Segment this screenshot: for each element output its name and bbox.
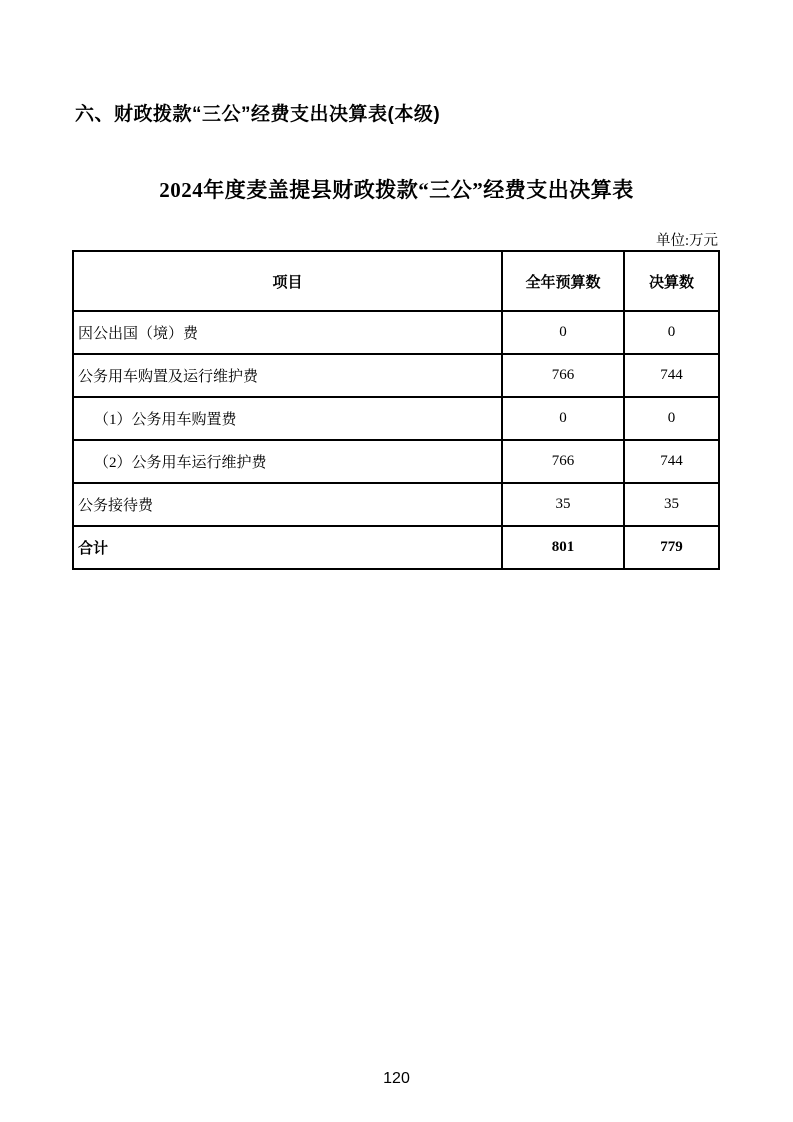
final-value: 35 — [624, 483, 719, 526]
row-label: 合计 — [73, 526, 502, 569]
budget-value: 0 — [502, 311, 624, 354]
table-row — [73, 440, 719, 483]
row-label: 公务接待费 — [73, 483, 502, 526]
budget-value: 801 — [502, 526, 624, 569]
final-value: 744 — [624, 440, 719, 483]
row-label: （2）公务用车运行维护费 — [73, 440, 502, 483]
table-row — [73, 354, 719, 397]
header-row — [73, 251, 719, 311]
table-row-total — [73, 526, 719, 569]
budget-value: 766 — [502, 354, 624, 397]
unit-note: 单位:万元 — [655, 233, 718, 249]
table-row — [73, 397, 719, 440]
table-title: 2024年度麦盖提县财政拨款“三公”经费支出决算表 — [159, 178, 634, 202]
final-value: 744 — [624, 354, 719, 397]
budget-value: 766 — [502, 440, 624, 483]
row-label: （1）公务用车购置费 — [73, 397, 502, 440]
final-value: 0 — [624, 397, 719, 440]
section-heading: 六、财政拨款“三公”经费支出决算表(本级) — [75, 104, 441, 125]
column-header-budget: 全年预算数 — [502, 251, 624, 311]
column-header-item: 项目 — [73, 251, 502, 311]
final-value: 779 — [624, 526, 719, 569]
table-row — [73, 311, 719, 354]
page-number: 120 — [383, 1070, 410, 1087]
expenditure-table — [72, 250, 720, 570]
budget-value: 35 — [502, 483, 624, 526]
row-label: 公务用车购置及运行维护费 — [73, 354, 502, 397]
row-label: 因公出国（境）费 — [73, 311, 502, 354]
table-row — [73, 483, 719, 526]
column-header-final: 决算数 — [624, 251, 719, 311]
budget-value: 0 — [502, 397, 624, 440]
final-value: 0 — [624, 311, 719, 354]
